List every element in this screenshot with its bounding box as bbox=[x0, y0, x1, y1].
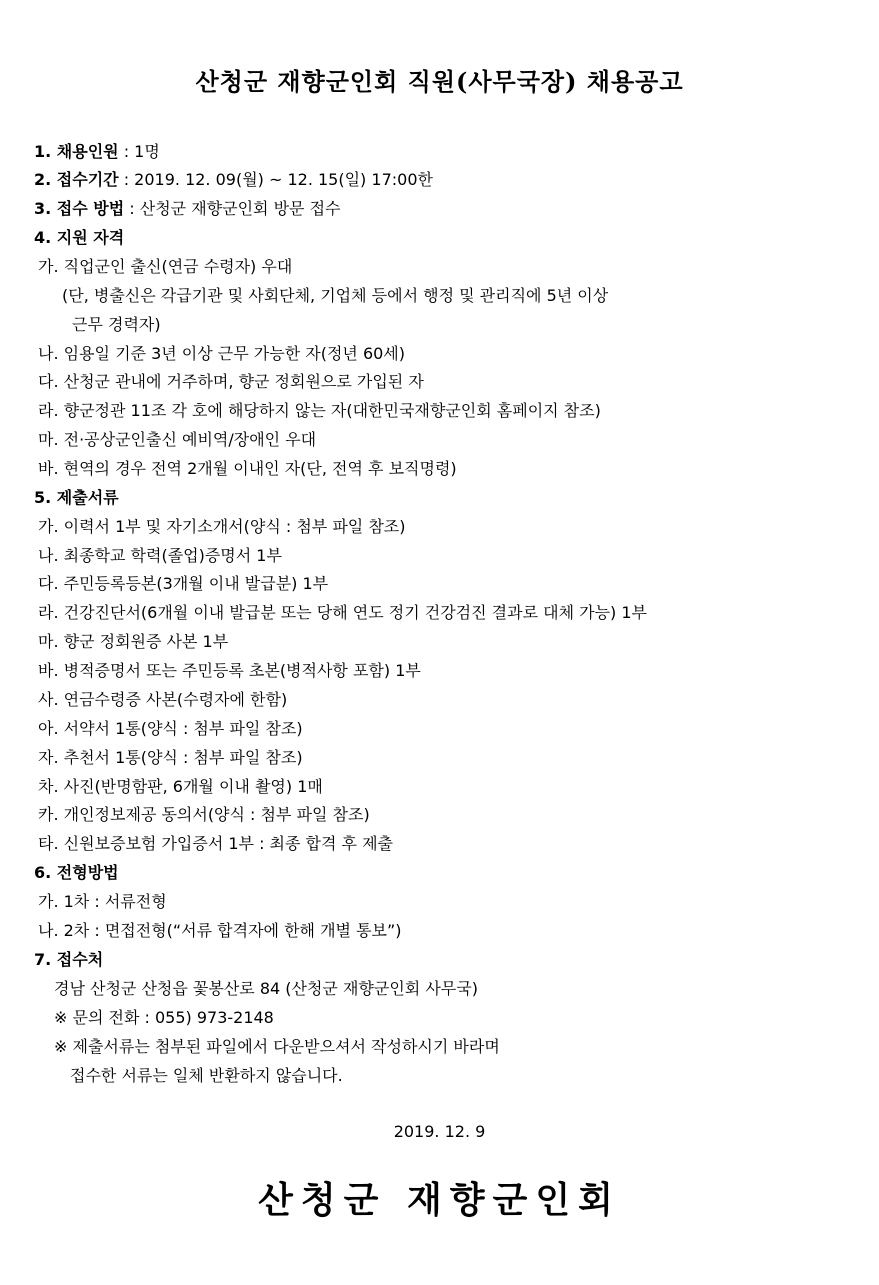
document-title: 산청군 재향군인회 직원(사무국장) 채용공고 bbox=[195, 67, 684, 96]
section-4-item: (단, 병출신은 각급기관 및 사회단체, 기업체 등에서 행정 및 관리직에 5년 이상 bbox=[62, 286, 609, 305]
section-5-item: 라. 건강진단서(6개월 이내 발급분 또는 당해 연도 정기 건강검진 결과로 대체 가능) 1부 bbox=[38, 603, 648, 622]
section-5-item: 마. 향군 정회원증 사본 1부 bbox=[38, 632, 229, 651]
section-4-item: 가. 직업군인 출신(연금 수령자) 우대 bbox=[38, 257, 293, 276]
section-7-label: 7. 접수처 bbox=[34, 950, 104, 969]
section-3 bbox=[34, 199, 340, 219]
section-6-label: 6. 전형방법 bbox=[34, 863, 119, 882]
section-3-label: 3. 접수 방법 bbox=[34, 199, 125, 218]
document-date: 2019. 12. 9 bbox=[393, 1122, 486, 1141]
section-5-item: 아. 서약서 1통(양식 : 첨부 파일 참조) bbox=[38, 719, 303, 738]
section-4-label: 4. 지원 자격 bbox=[34, 228, 125, 247]
section-5-item: 나. 최종학교 학력(졸업)증명서 1부 bbox=[38, 546, 282, 565]
section-1 bbox=[34, 142, 160, 162]
section-3-value: : 산청군 재향군인회 방문 접수 bbox=[124, 199, 341, 218]
section-7-item: ※ 문의 전화 : 055) 973-2148 bbox=[54, 1008, 274, 1027]
section-4-item: 근무 경력자) bbox=[72, 315, 161, 334]
section-7-item: ※ 제출서류는 첨부된 파일에서 다운받으셔서 작성하시기 바라며 bbox=[54, 1037, 500, 1056]
section-4-item: 라. 향군정관 11조 각 호에 해당하지 않는 자(대한민국재향군인회 홈페이지 참조) bbox=[38, 401, 601, 420]
section-5-item: 카. 개인정보제공 동의서(양식 : 첨부 파일 참조) bbox=[38, 805, 370, 824]
section-1-value: : 1명 bbox=[118, 142, 160, 161]
section-4-item: 마. 전·공상군인출신 예비역/장애인 우대 bbox=[38, 430, 317, 449]
section-2-value: : 2019. 12. 09(월) ~ 12. 15(일) 17:00한 bbox=[118, 170, 433, 189]
section-6-item: 가. 1차 : 서류전형 bbox=[38, 892, 167, 911]
section-7-item: 경남 산청군 산청읍 꽃봉산로 84 (산청군 재향군인회 사무국) bbox=[54, 979, 478, 998]
section-5-item: 타. 신원보증보험 가입증서 1부 : 최종 합격 후 제출 bbox=[38, 834, 394, 853]
section-5-item: 자. 추천서 1통(양식 : 첨부 파일 참조) bbox=[38, 748, 303, 767]
section-1-label: 1. 채용인원 bbox=[34, 142, 119, 161]
section-5-item: 바. 병적증명서 또는 주민등록 초본(병적사항 포함) 1부 bbox=[38, 661, 421, 680]
section-5-item: 차. 사진(반명함판, 6개월 이내 촬영) 1매 bbox=[38, 777, 323, 796]
section-6-item: 나. 2차 : 면접전형(“서류 합격자에 한해 개별 통보”) bbox=[38, 921, 402, 940]
section-4-item: 바. 현역의 경우 전역 2개월 이내인 자(단, 전역 후 보직명령) bbox=[38, 459, 457, 478]
section-7-item: 접수한 서류는 일체 반환하지 않습니다. bbox=[70, 1066, 343, 1085]
section-5-item: 사. 연금수령증 사본(수령자에 한함) bbox=[38, 690, 288, 709]
section-5-item: 가. 이력서 1부 및 자기소개서(양식 : 첨부 파일 참조) bbox=[38, 517, 406, 536]
section-4-item: 나. 임용일 기준 3년 이상 근무 가능한 자(정년 60세) bbox=[38, 344, 406, 363]
section-4-item: 다. 산청군 관내에 거주하며, 향군 정회원으로 가입된 자 bbox=[38, 372, 424, 391]
section-5-item: 다. 주민등록등본(3개월 이내 발급분) 1부 bbox=[38, 574, 329, 593]
section-5-label: 5. 제출서류 bbox=[34, 488, 119, 507]
section-2-label: 2. 접수기간 bbox=[34, 170, 119, 189]
organization-name: 산청군 재향군인회 bbox=[258, 1179, 621, 1221]
section-2 bbox=[34, 170, 433, 190]
